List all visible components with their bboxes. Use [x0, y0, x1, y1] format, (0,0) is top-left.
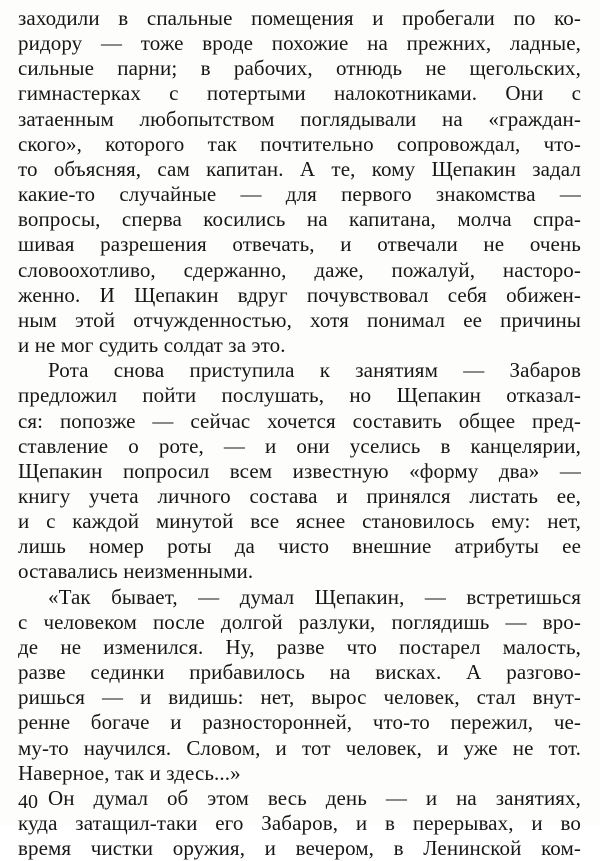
text-line: и не мог судить солдат за это. — [18, 333, 286, 358]
text-line: разве сединки прибавилось на висках. А разгово- — [18, 660, 581, 685]
text-line: Рота снова приступила к занятиям — Забаров — [48, 358, 581, 383]
text-line: с человеком после долгой разлуки, поглядишь — вро- — [18, 609, 581, 634]
text-line: сильные парни; в рабочих, отнюдь не щегольских, — [18, 56, 581, 81]
text-line: то объясняя, сам капитан. А те, кому Щепакин задал — [18, 156, 581, 181]
text-line: ставление о роте, — и они уселись в канцелярии, — [18, 433, 581, 458]
paragraph — [18, 358, 581, 584]
text-line: женно. И Щепакин вдруг почувствовал себя обижен- — [18, 282, 581, 307]
text-line: гимнастерках с потертыми налокотниками. Они с — [18, 81, 581, 106]
text-line: книгу учета личного состава и принялся листать ее, — [18, 483, 581, 508]
paragraph — [18, 585, 581, 786]
text-line: Щепакин попросил всем известную «форму два» — — [18, 458, 581, 483]
text-line: ришься — и видишь: нет, вырос человек, стал внут- — [18, 685, 581, 710]
body-text — [18, 6, 581, 861]
text-line: ся: попозже — сейчас хочется составить общее пред- — [18, 408, 581, 433]
text-line: Он думал об этом весь день — и на занятиях, — [48, 785, 581, 810]
text-line: ным этой отчужденностью, хотя понимал ее причины — [18, 307, 581, 332]
text-line: заходили в спальные помещения и пробегали по ко- — [18, 6, 581, 30]
text-line: время чистки оружия, и вечером, в Ленинской ком- — [18, 836, 581, 861]
text-line: затаенным любопытством поглядывали на «граждан- — [18, 106, 581, 131]
text-line: и с каждой минутой все яснее становилось ему: нет, — [18, 509, 581, 534]
text-line: шивая разрешения отвечать, и отвечали не очень — [18, 232, 581, 257]
text-line: какие-то случайные — для первого знакомства — — [18, 182, 581, 207]
paragraph — [18, 786, 581, 861]
text-line: ренне богаче и разносторонней, что-то пережил, че- — [18, 710, 581, 735]
text-line: вопросы, сперва косились на капитана, молча спра- — [18, 207, 581, 232]
text-line: ридору — тоже вроде похожие на прежних, ладные, — [18, 31, 581, 56]
page-number: 40 — [18, 791, 38, 813]
text-line: предложил пойти послушать, но Щепакин отказал- — [18, 383, 581, 408]
text-line: Наверное, так и здесь...» — [18, 760, 241, 785]
text-line: словоохотливо, сдержанно, даже, пожалуй, насторо- — [18, 257, 581, 282]
text-line: лишь номер роты да чисто внешние атрибуты ее — [18, 534, 581, 559]
text-line: ского», которого так почтительно сопровождал, что- — [18, 131, 581, 156]
text-line: «Так бывает, — думал Щепакин, — встретишься — [48, 584, 581, 609]
paragraph — [18, 6, 581, 358]
text-line: му-то научился. Словом, и тот человек, и уже не тот. — [18, 735, 581, 760]
text-line: де не изменился. Ну, разве что постарел малость, — [18, 634, 581, 659]
text-line: оставались неизменными. — [18, 559, 254, 584]
text-line: куда затащил-таки его Забаров, и в перерывах, и во — [18, 811, 581, 835]
